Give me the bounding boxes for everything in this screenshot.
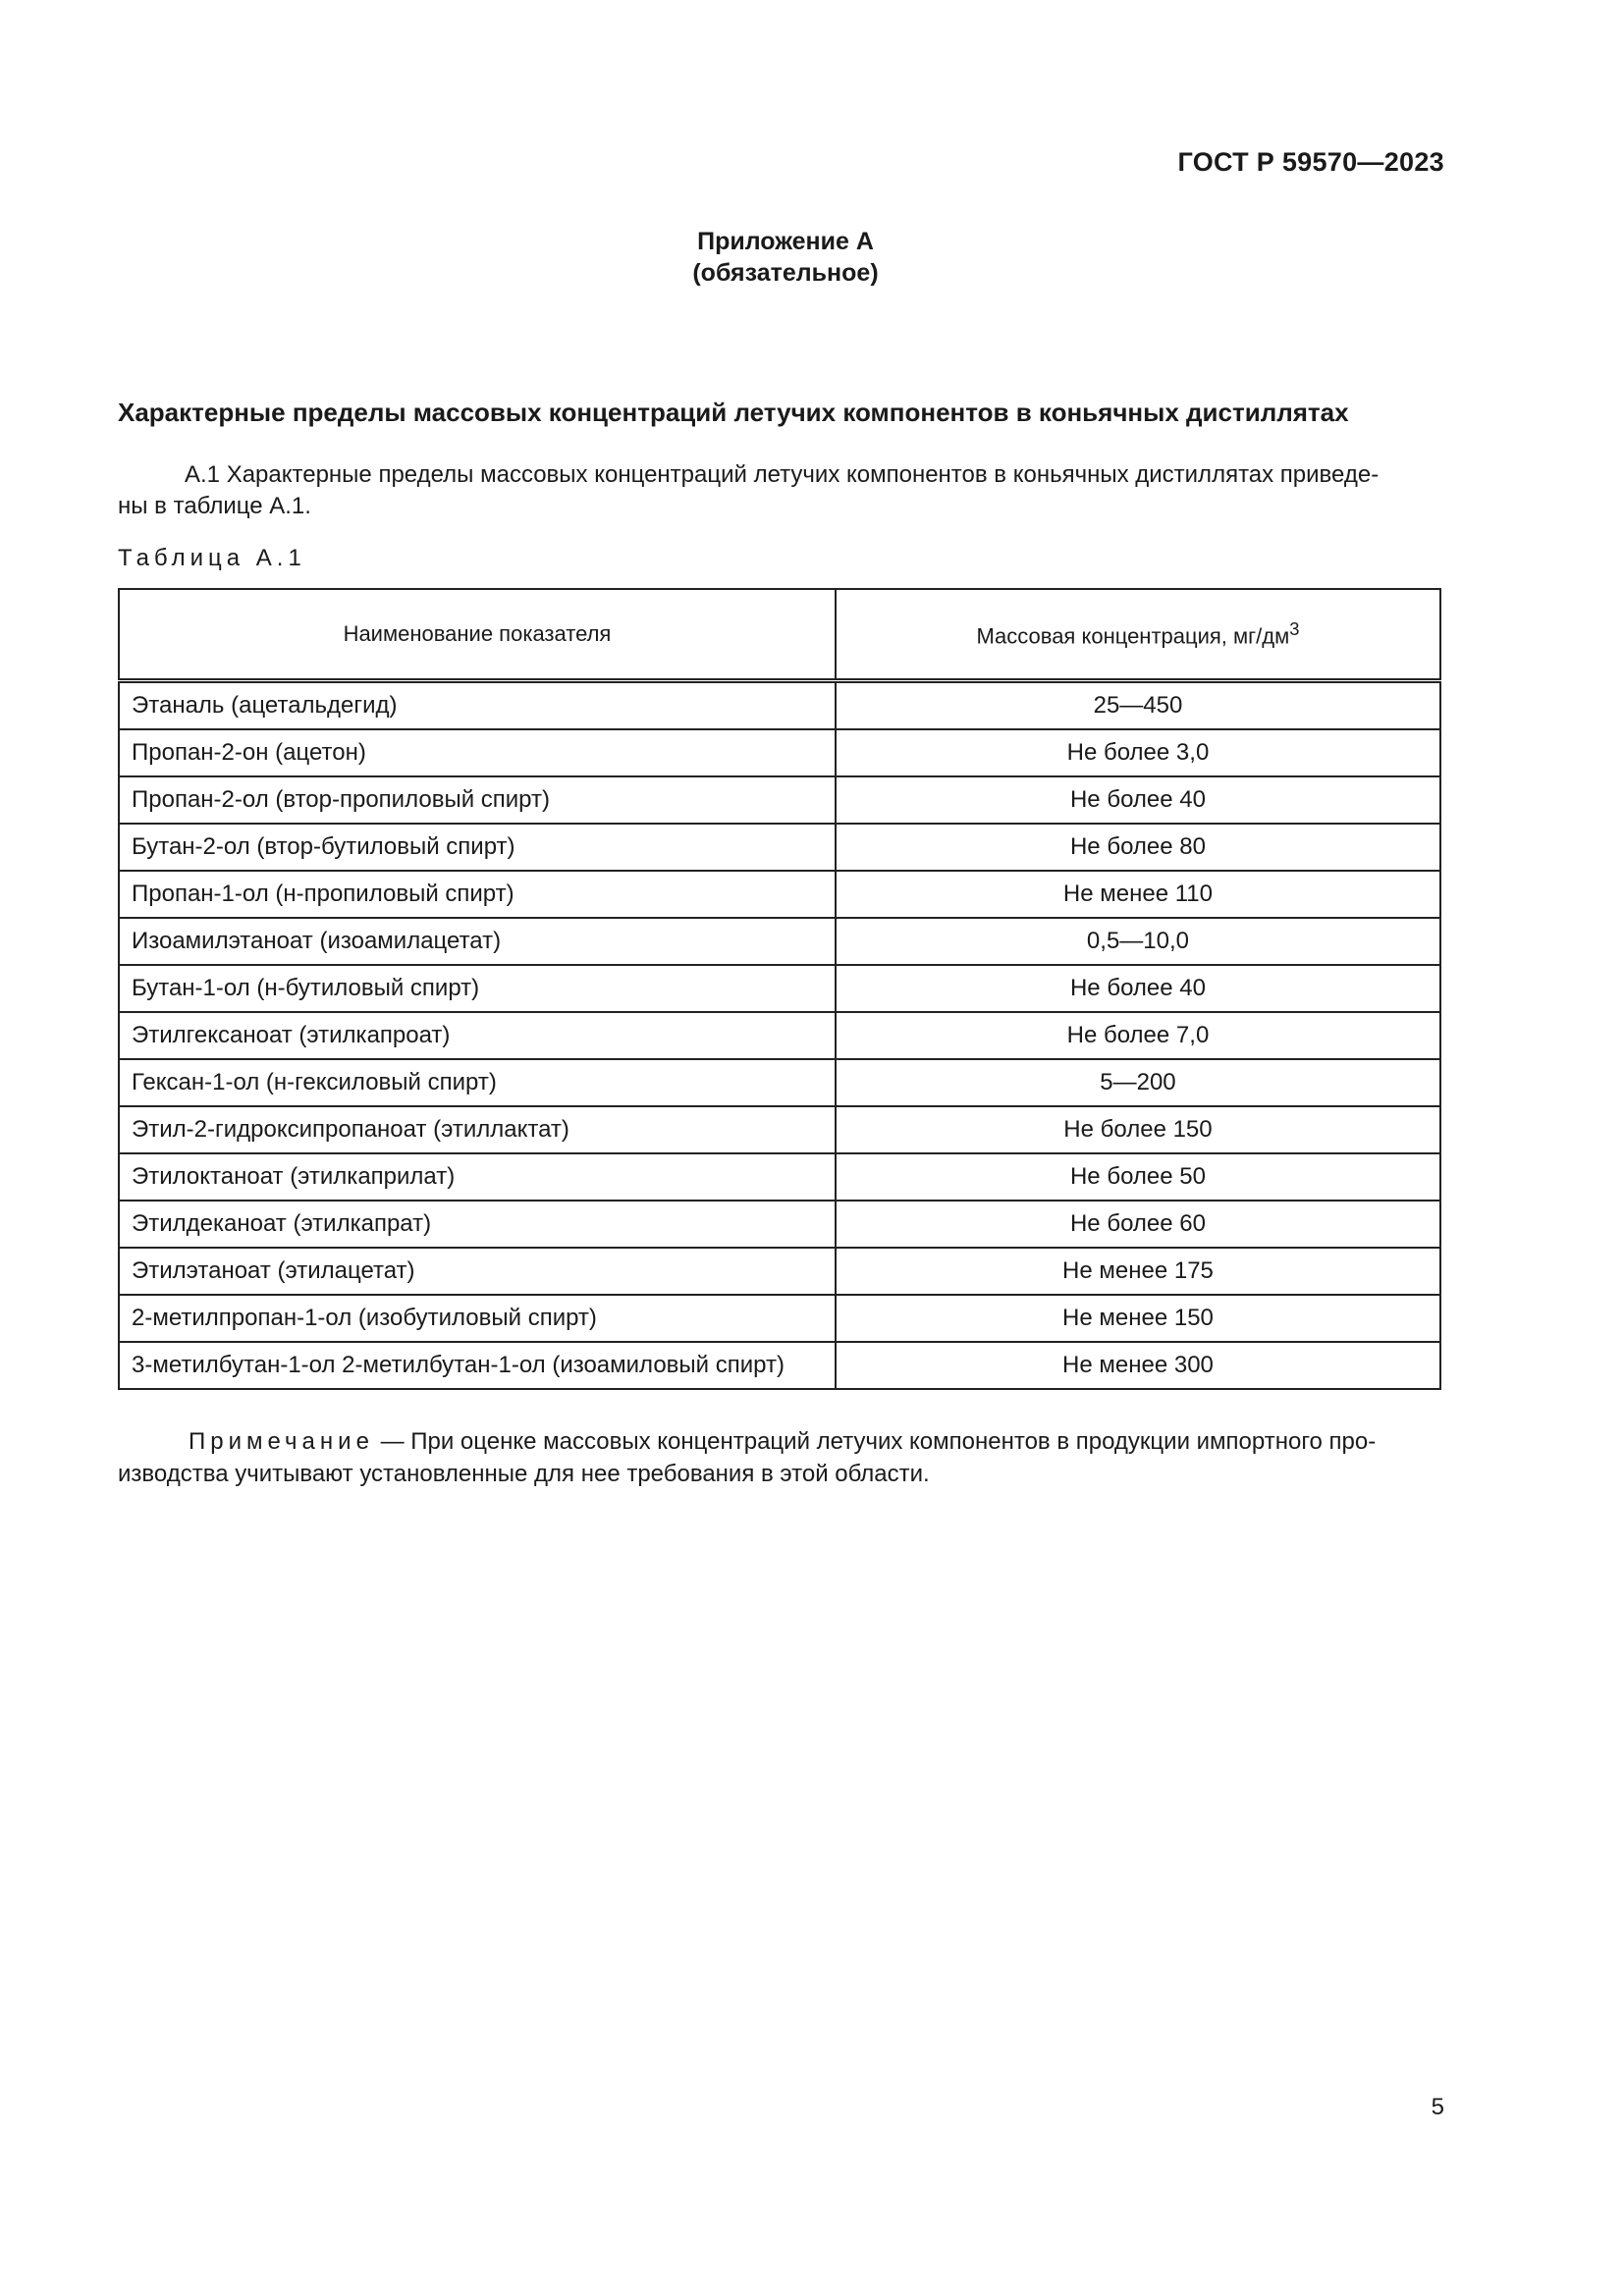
concentration-value-cell: Не более 40 <box>836 776 1440 824</box>
table-caption: Таблица А.1 <box>118 545 306 571</box>
intro-line-2: ны в таблице А.1. <box>118 493 311 519</box>
indicator-name-cell: Этилоктаноат (этилкаприлат) <box>119 1153 836 1201</box>
concentration-value-cell: Не менее 110 <box>836 871 1440 918</box>
concentration-value-cell: Не более 60 <box>836 1201 1440 1248</box>
section-title: Характерные пределы массовых концентраций летучих компонентов в коньячных дистиллятах <box>118 398 1349 427</box>
table-row <box>119 918 1440 965</box>
intro-paragraph <box>118 459 1443 522</box>
concentration-value-cell: Не менее 150 <box>836 1295 1440 1342</box>
table-row <box>119 776 1440 824</box>
table-row <box>119 871 1440 918</box>
note-label: Примечание <box>189 1428 374 1455</box>
concentration-value-cell: 0,5—10,0 <box>836 918 1440 965</box>
indicator-name-cell: Пропан-1-ол (н-пропиловый спирт) <box>119 871 836 918</box>
table-row <box>119 1153 1440 1201</box>
appendix-status: (обязательное) <box>692 259 879 287</box>
indicator-name-cell: 3-метилбутан-1-ол 2-метилбутан-1-ол (изоамиловый спирт) <box>119 1342 836 1389</box>
concentration-value-cell: Не более 3,0 <box>836 729 1440 776</box>
indicator-name-cell: Бутан-2-ол (втор-бутиловый спирт) <box>119 824 836 871</box>
table-row <box>119 729 1440 776</box>
indicator-name-cell: 2-метилпропан-1-ол (изобутиловый спирт) <box>119 1295 836 1342</box>
concentration-value-cell: Не менее 300 <box>836 1342 1440 1389</box>
concentration-value-cell: Не менее 175 <box>836 1248 1440 1295</box>
header-unit-exponent: 3 <box>1289 618 1300 640</box>
header-mass-concentration-label: Массовая концентрация, мг/дм <box>976 623 1290 649</box>
appendix-heading <box>0 226 1571 289</box>
table-row <box>119 1295 1440 1342</box>
concentration-value-cell: Не более 50 <box>836 1153 1440 1201</box>
indicator-name-cell: Изоамилэтаноат (изоамилацетат) <box>119 918 836 965</box>
table-row <box>119 1012 1440 1059</box>
table-row <box>119 824 1440 871</box>
indicator-name-cell: Этилдеканоат (этилкапрат) <box>119 1201 836 1248</box>
appendix-title: Приложение А <box>697 228 874 255</box>
indicator-name-cell: Пропан-2-он (ацетон) <box>119 729 836 776</box>
indicator-name-cell: Этаналь (ацетальдегид) <box>119 681 836 730</box>
table-row <box>119 965 1440 1012</box>
concentration-value-cell: Не более 7,0 <box>836 1012 1440 1059</box>
intro-line-1: А.1 Характерные пределы массовых концентраций летучих компонентов в коньячных дистиллятах приведе- <box>185 461 1380 488</box>
indicator-name-cell: Этил-2-гидроксипропаноат (этиллактат) <box>119 1106 836 1153</box>
document-code: ГОСТ Р 59570—2023 <box>1177 147 1444 177</box>
indicator-name-cell: Гексан-1-ол (н-гексиловый спирт) <box>119 1059 836 1106</box>
header-mass-concentration <box>836 589 1440 681</box>
indicator-name-cell: Этилэтаноат (этилацетат) <box>119 1248 836 1295</box>
concentration-table <box>118 588 1441 1390</box>
table-row <box>119 1201 1440 1248</box>
table-row <box>119 681 1440 730</box>
concentration-value-cell: Не более 150 <box>836 1106 1440 1153</box>
concentration-value-cell: 25—450 <box>836 681 1440 730</box>
table-row <box>119 1342 1440 1389</box>
header-indicator-name: Наименование показателя <box>119 589 836 681</box>
table-row <box>119 1248 1440 1295</box>
table-note <box>118 1425 1443 1490</box>
concentration-value-cell: Не более 40 <box>836 965 1440 1012</box>
table-row <box>119 1106 1440 1153</box>
indicator-name-cell: Пропан-2-ол (втор-пропиловый спирт) <box>119 776 836 824</box>
indicator-name-cell: Этилгексаноат (этилкапроат) <box>119 1012 836 1059</box>
indicator-name-cell: Бутан-1-ол (н-бутиловый спирт) <box>119 965 836 1012</box>
concentration-value-cell: Не более 80 <box>836 824 1440 871</box>
table-header-row <box>119 589 1440 681</box>
note-text-line-2: изводства учитывают установленные для нее требования в этой области. <box>118 1461 930 1487</box>
table-row <box>119 1059 1440 1106</box>
concentration-value-cell: 5—200 <box>836 1059 1440 1106</box>
page-number: 5 <box>1431 2094 1444 2120</box>
note-text-line-1: — При оценке массовых концентраций летучих компонентов в продукции импортного про- <box>373 1428 1377 1455</box>
